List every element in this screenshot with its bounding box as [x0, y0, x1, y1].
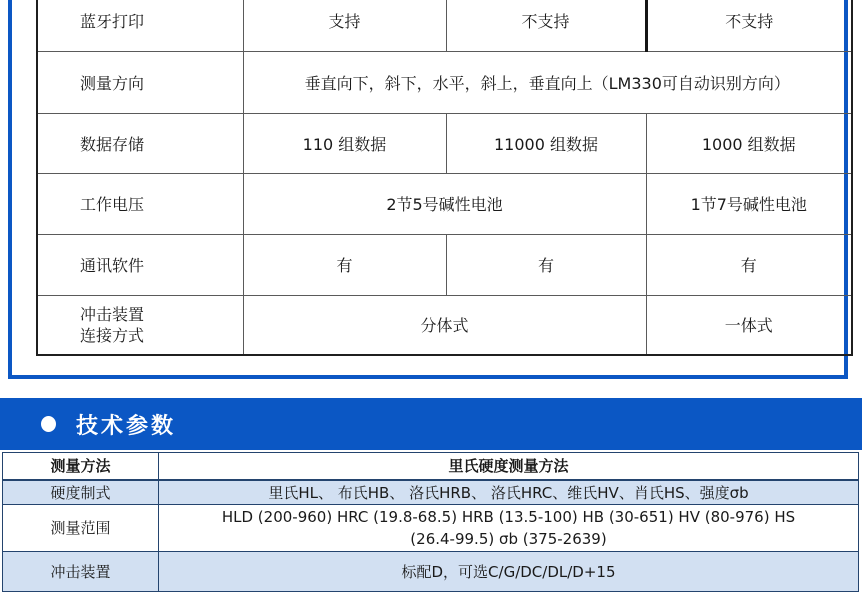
spec-label: 蓝牙打印: [37, 0, 243, 51]
section-header-bar: [0, 398, 862, 450]
row-measurement-range: [3, 504, 859, 551]
spec-label: 通讯软件: [37, 234, 243, 295]
spec-value: 分体式: [243, 295, 646, 355]
spec-table-frame: [8, 0, 848, 379]
param-value: 标配D，可选C/G/DC/DL/D+15: [159, 551, 859, 591]
technical-parameters-table: [2, 452, 859, 592]
spec-value: 2节5号碱性电池: [243, 173, 646, 234]
spec-comparison-table: [36, 0, 853, 356]
row-communication-software: [37, 234, 852, 295]
param-label: 测量方法: [3, 453, 159, 480]
param-label: 硬度制式: [3, 480, 159, 505]
spec-value: 有: [646, 234, 852, 295]
row-working-voltage: [37, 173, 852, 234]
spec-value: 11000 组数据: [446, 113, 646, 173]
bullet-icon: [41, 416, 56, 432]
spec-value: 有: [243, 234, 446, 295]
spec-value: 垂直向下，斜下，水平，斜上，垂直向上（LM330可自动识别方向）: [243, 51, 852, 113]
section-title: 技术参数: [76, 413, 177, 439]
spec-label: [37, 295, 243, 355]
spec-value: 1节7号碱性电池: [646, 173, 852, 234]
spec-label-line1: 冲击装置: [80, 304, 145, 324]
spec-value: 不支持: [446, 0, 646, 51]
param-value-line2: (26.4-99.5) σb (375-2639): [410, 529, 607, 548]
spec-value: 不支持: [646, 0, 852, 51]
row-measurement-method: [3, 453, 859, 480]
param-value: 里氏硬度测量方法: [159, 453, 859, 480]
spec-value: 1000 组数据: [646, 113, 852, 173]
row-hardness-scales: [3, 480, 859, 505]
param-value: [159, 504, 859, 551]
spec-value: 110 组数据: [243, 113, 446, 173]
spec-value: 支持: [243, 0, 446, 51]
row-bluetooth-print: [37, 0, 852, 51]
spec-label-line2: 连接方式: [80, 325, 145, 345]
row-impact-device: [3, 551, 859, 591]
spec-label: 测量方向: [37, 51, 243, 113]
param-label: 测量范围: [3, 504, 159, 551]
row-measure-direction: [37, 51, 852, 113]
param-value-line1: HLD (200-960) HRC (19.8-68.5) HRB (13.5-100) HB (30-651) HV (80-976) HS: [221, 507, 796, 526]
spec-label: 工作电压: [37, 173, 243, 234]
param-label: 冲击装置: [3, 551, 159, 591]
row-impact-device-connection: [37, 295, 852, 355]
spec-value: 有: [446, 234, 646, 295]
param-value: 里氏HL、 布氏HB、 洛氏HRB、 洛氏HRC、维氏HV、肖氏HS、强度σb: [159, 480, 859, 505]
spec-label: 数据存储: [37, 113, 243, 173]
row-data-storage: [37, 113, 852, 173]
spec-value: 一体式: [646, 295, 852, 355]
